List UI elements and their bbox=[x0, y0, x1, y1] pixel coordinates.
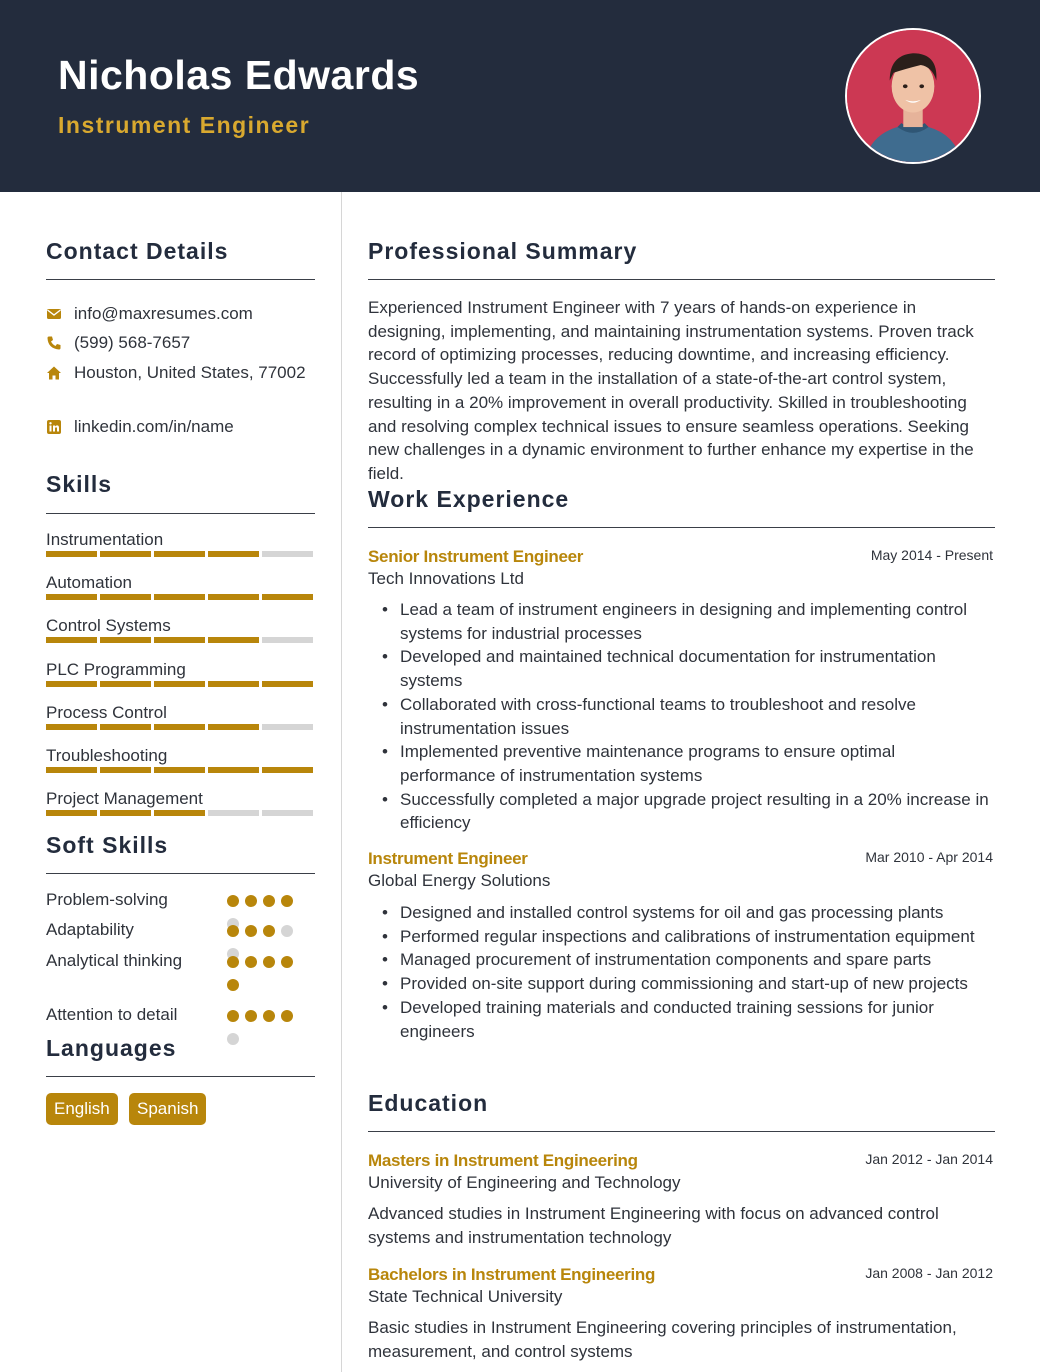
skill-level-bar bbox=[46, 810, 314, 816]
rating-dot bbox=[245, 895, 257, 907]
skill-level-segment bbox=[208, 681, 259, 687]
rating-dot bbox=[263, 1010, 275, 1022]
section-rule bbox=[46, 873, 315, 874]
language-badge: Spanish bbox=[129, 1093, 206, 1125]
rating-dot bbox=[263, 956, 275, 968]
skill-name: PLC Programming bbox=[46, 659, 186, 679]
skill-level-segment bbox=[208, 810, 259, 816]
job-bullet: • Managed procurement of instrumentation components and spare parts bbox=[382, 948, 994, 972]
skill-level-bar bbox=[46, 637, 314, 643]
rating-dot bbox=[281, 1010, 293, 1022]
contact-linkedin[interactable] bbox=[46, 415, 315, 439]
rating-dot bbox=[245, 1010, 257, 1022]
candidate-name: Nicholas Edwards bbox=[58, 52, 420, 98]
school-name: State Technical University bbox=[368, 1287, 563, 1306]
contact-address-text: Houston, United States, 77002 bbox=[74, 363, 306, 382]
skill-level-segment bbox=[46, 810, 97, 816]
skill-level-segment bbox=[46, 637, 97, 643]
skill-level-segment bbox=[262, 810, 313, 816]
skill-item bbox=[46, 660, 315, 680]
soft-skill-name: Problem-solving bbox=[46, 890, 168, 909]
skill-item bbox=[46, 616, 315, 636]
skill-level-bar bbox=[46, 724, 314, 730]
skill-level-segment bbox=[100, 594, 151, 600]
job-bullet: • Collaborated with cross-functional teams to troubleshoot and resolve instrumentation issues bbox=[382, 693, 994, 740]
skill-level-segment bbox=[262, 551, 313, 557]
soft-skill-item bbox=[46, 951, 315, 971]
linkedin-icon bbox=[46, 419, 62, 435]
soft-skill-name: Adaptability bbox=[46, 920, 134, 939]
skill-level-segment bbox=[154, 681, 205, 687]
skill-level-segment bbox=[46, 767, 97, 773]
rating-dot bbox=[281, 956, 293, 968]
person-photo-icon bbox=[847, 30, 979, 162]
skill-level-bar bbox=[46, 594, 314, 600]
section-rule bbox=[368, 279, 995, 280]
section-title: Contact Details bbox=[46, 238, 229, 264]
skill-item bbox=[46, 746, 315, 766]
rating-dot bbox=[227, 1033, 239, 1045]
education-entry bbox=[368, 1265, 995, 1307]
language-badge: English bbox=[46, 1093, 118, 1125]
job-date: Mar 2010 - Apr 2014 bbox=[865, 849, 993, 865]
envelope-icon bbox=[46, 306, 62, 322]
skill-level-bar bbox=[46, 767, 314, 773]
section-rule bbox=[46, 279, 315, 280]
skill-level-segment bbox=[208, 551, 259, 557]
section-title: Soft Skills bbox=[46, 832, 169, 858]
summary-text: Experienced Instrument Engineer with 7 years of hands-on experience in designing, implementing, and maintaining instrumentation systems. Proven track record of optimizing processes, reducing downtime, and increasing efficiency. Successfully led a team in the installation of a state-of-the-art control system, resulting in a 20% improvement in overall productivity. Skilled in troubleshooting and resolving complex technical issues to ensure seamless operations. Seeking new challenges in a dynamic environment to further enhance my expertise in the field. bbox=[368, 298, 974, 483]
rating-dot bbox=[227, 979, 239, 991]
skill-level-segment bbox=[154, 551, 205, 557]
job-bullets bbox=[382, 901, 994, 1043]
skill-level-segment bbox=[262, 637, 313, 643]
skill-item bbox=[46, 789, 315, 809]
section-title: Languages bbox=[46, 1035, 177, 1061]
section-rule bbox=[368, 1131, 995, 1132]
rating-dot bbox=[227, 1010, 239, 1022]
skill-level-segment bbox=[208, 724, 259, 730]
rating-dot bbox=[245, 925, 257, 937]
skill-level-segment bbox=[208, 767, 259, 773]
experience-heading bbox=[368, 486, 569, 513]
skill-level-segment bbox=[100, 681, 151, 687]
job-company: Global Energy Solutions bbox=[368, 871, 551, 890]
column-divider bbox=[341, 192, 342, 1372]
skill-level-segment bbox=[154, 810, 205, 816]
skill-level-segment bbox=[100, 637, 151, 643]
skill-level-bar bbox=[46, 551, 314, 557]
skill-name: Troubleshooting bbox=[46, 746, 168, 765]
education-heading bbox=[368, 1090, 488, 1117]
contact-address bbox=[46, 361, 315, 385]
soft-skill-name: Analytical thinking bbox=[46, 951, 183, 970]
job-company: Tech Innovations Ltd bbox=[368, 569, 524, 588]
skill-level-segment bbox=[46, 724, 97, 730]
skill-level-segment bbox=[154, 637, 205, 643]
skill-level-segment bbox=[154, 724, 205, 730]
soft-skill-name: Attention to detail bbox=[46, 1005, 178, 1024]
soft-skill-item bbox=[46, 890, 315, 910]
home-icon bbox=[46, 365, 62, 381]
skill-level-segment bbox=[154, 594, 205, 600]
job-bullet: • Designed and installed control systems for oil and gas processing plants bbox=[382, 901, 994, 925]
job-title: Instrument Engineer bbox=[368, 849, 528, 868]
contact-email[interactable] bbox=[46, 302, 315, 326]
skill-name: Control Systems bbox=[46, 616, 171, 636]
skill-level-segment bbox=[100, 551, 151, 557]
resume-header bbox=[0, 0, 1040, 192]
contact-email-text: info@maxresumes.com bbox=[74, 304, 253, 323]
job-bullet: • Provided on-site support during commissioning and start-up of new projects bbox=[382, 972, 994, 996]
skill-level-segment bbox=[46, 594, 97, 600]
summary-heading bbox=[368, 238, 637, 265]
candidate-title: Instrument Engineer bbox=[58, 112, 311, 138]
phone-icon bbox=[46, 335, 62, 351]
contact-phone[interactable] bbox=[46, 331, 315, 355]
section-title: Skills bbox=[46, 471, 113, 497]
skill-item bbox=[46, 530, 315, 550]
section-rule bbox=[46, 513, 315, 514]
contact-phone-text: (599) 568-7657 bbox=[74, 333, 191, 352]
skills-heading bbox=[46, 471, 112, 498]
job-bullet: • Developed training materials and conducted training sessions for junior engineers bbox=[382, 996, 994, 1043]
skill-level-bar bbox=[46, 681, 314, 687]
skill-level-segment bbox=[262, 594, 313, 600]
skill-level-segment bbox=[46, 681, 97, 687]
rating-dot bbox=[245, 956, 257, 968]
education-entry bbox=[368, 1151, 995, 1193]
contact-heading bbox=[46, 238, 228, 265]
rating-dot bbox=[263, 895, 275, 907]
skill-level-segment bbox=[208, 637, 259, 643]
education-date: Jan 2012 - Jan 2014 bbox=[865, 1151, 993, 1167]
skill-level-segment bbox=[262, 681, 313, 687]
job-entry bbox=[368, 849, 995, 891]
contact-linkedin-text: linkedin.com/in/name bbox=[74, 417, 234, 436]
languages-heading bbox=[46, 1035, 176, 1062]
job-entry bbox=[368, 547, 995, 589]
section-rule bbox=[46, 1076, 315, 1077]
skill-level-segment bbox=[100, 767, 151, 773]
profile-photo bbox=[845, 28, 981, 164]
rating-dot bbox=[263, 925, 275, 937]
education-description: Advanced studies in Instrument Engineering with focus on advanced control systems and instrumentation technology bbox=[368, 1204, 939, 1247]
degree-title: Masters in Instrument Engineering bbox=[368, 1151, 638, 1170]
skill-level-segment bbox=[208, 594, 259, 600]
education-description: Basic studies in Instrument Engineering covering principles of instrumentation, measurement, and control systems bbox=[368, 1318, 957, 1361]
job-bullet: • Successfully completed a major upgrade project resulting in a 20% increase in efficiency bbox=[382, 788, 994, 835]
job-bullet: • Lead a team of instrument engineers in designing and implementing control systems for industrial processes bbox=[382, 598, 994, 645]
section-title: Professional Summary bbox=[368, 238, 638, 264]
job-title: Senior Instrument Engineer bbox=[368, 547, 584, 566]
skill-level-segment bbox=[100, 810, 151, 816]
skill-name: Project Management bbox=[46, 789, 203, 809]
skill-name: Process Control bbox=[46, 702, 167, 722]
job-bullet: • Performed regular inspections and calibrations of instrumentation equipment bbox=[382, 925, 994, 949]
skill-level-segment bbox=[100, 724, 151, 730]
soft-skills-heading bbox=[46, 832, 168, 859]
rating-dot bbox=[227, 925, 239, 937]
skill-name: Automation bbox=[46, 573, 132, 593]
rating-dot bbox=[227, 956, 239, 968]
skill-level-segment bbox=[154, 767, 205, 773]
skill-level-segment bbox=[46, 551, 97, 557]
degree-title: Bachelors in Instrument Engineering bbox=[368, 1265, 656, 1284]
education-date: Jan 2008 - Jan 2012 bbox=[865, 1265, 993, 1281]
section-title: Work Experience bbox=[368, 486, 570, 512]
skill-level-segment bbox=[262, 724, 313, 730]
section-title: Education bbox=[368, 1090, 489, 1116]
job-bullets bbox=[382, 598, 994, 835]
section-rule bbox=[368, 527, 995, 528]
job-date: May 2014 - Present bbox=[870, 547, 993, 563]
soft-skill-item bbox=[46, 1005, 315, 1025]
skill-name: Instrumentation bbox=[46, 530, 164, 549]
school-name: University of Engineering and Technology bbox=[368, 1173, 681, 1192]
skill-level-segment bbox=[262, 767, 313, 773]
skill-item bbox=[46, 573, 315, 593]
rating-dot bbox=[281, 895, 293, 907]
job-bullet: • Developed and maintained technical documentation for instrumentation systems bbox=[382, 645, 994, 692]
soft-skill-item bbox=[46, 920, 315, 940]
rating-dot bbox=[227, 895, 239, 907]
skill-item bbox=[46, 703, 315, 723]
job-bullet: • Implemented preventive maintenance programs to ensure optimal performance of instrumentation systems bbox=[382, 740, 994, 787]
rating-dot bbox=[281, 925, 293, 937]
